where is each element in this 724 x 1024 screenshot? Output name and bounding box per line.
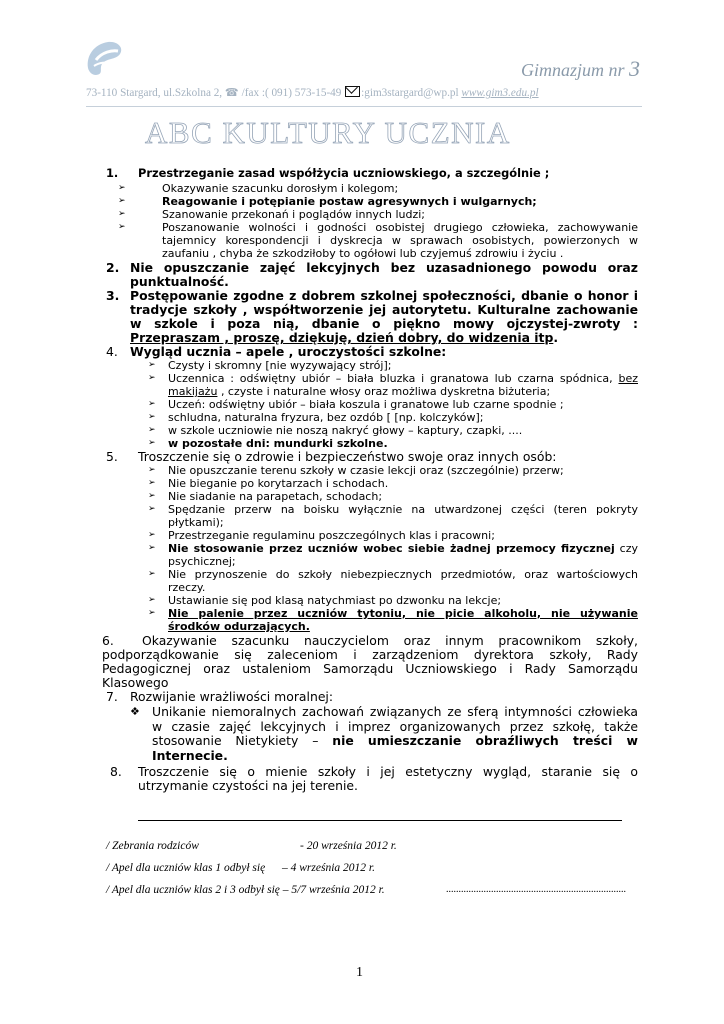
header-divider	[86, 106, 642, 107]
list-item: ➢ Nie stosowanie przez uczniów wobec siebie żadnej przemocy fizycznej czy psychicznej;	[148, 542, 638, 568]
list-item: ➢ Uczennica : odświętny ubiór – biała bluzka i granatowa lub czarna spódnica, bez makijażu , czyste i naturalne włosy oraz możliwa dyskretna biżuteria;	[148, 372, 638, 398]
section-number: 6.	[102, 633, 114, 648]
section-7-item: ❖ Unikanie niemoralnych zachowań związanych ze sferą intymności człowieka w czasie zajęć lekcyjnych i imprez organizowanych przez szkołę, także stosowanie Nietykiety – nie umieszczanie obraźliwych treści w Internecie.	[130, 704, 639, 763]
arrow-bullet-icon: ➢	[148, 530, 156, 540]
list-item: ➢ w pozostałe dni: mundurki szkolne.	[148, 437, 388, 450]
list-item: ➢ w szkole uczniowie nie noszą nakryć głowy – kaptury, czapki, ....	[148, 424, 523, 437]
arrow-bullet-icon: ➢	[118, 196, 126, 206]
list-item: ➢ schludna, naturalna fryzura, bez ozdób [ [np. kolczyków];	[148, 411, 484, 424]
arrow-bullet-icon: ➢	[148, 608, 156, 618]
section-3: 3. Postępowanie zgodne z dobrem szkolnej społeczności, dbanie o honor i tradycje szkoły , współtworzenie jej autorytetu. Kulturalne zachowanie w szkole i poza nią, dbanie o piękno mowy ojczystej-zwroty : Przepraszam , proszę, dziękuję, dzień dobry, do widzenia itp.	[106, 288, 638, 345]
arrow-bullet-icon: ➢	[148, 504, 156, 514]
document-body	[102, 166, 639, 793]
list-item: ➢ Czysty i skromny [nie wyzywający strój];	[148, 359, 392, 372]
email: :gim3stargard@wp.pl	[361, 87, 459, 99]
list-item: ➢ Spędzanie przerw na boisku wyłącznie na utwardzonej części (teren pokryty płytkami);	[148, 503, 638, 529]
diamond-bullet-icon: ❖	[130, 705, 140, 718]
arrow-bullet-icon: ➢	[148, 425, 156, 435]
address: 73-110 Stargard, ul.Szkolna 2,	[86, 87, 223, 99]
arrow-bullet-icon: ➢	[148, 569, 156, 579]
section-7: 7. Rozwijanie wrażliwości moralnej:	[106, 689, 334, 704]
section-4-list	[106, 359, 638, 450]
list-item: ➢ Szanowanie przekonań i poglądów innych ludzi;	[106, 208, 638, 221]
arrow-bullet-icon: ➢	[148, 465, 156, 475]
list-item: ➢ Przestrzeganie regulaminu poszczególnych klas i pracowni;	[148, 529, 495, 542]
arrow-bullet-icon: ➢	[148, 412, 156, 422]
arrow-bullet-icon: ➢	[148, 595, 156, 605]
section-5-list	[106, 464, 638, 633]
arrow-bullet-icon: ➢	[148, 543, 156, 553]
arrow-bullet-icon: ➢	[118, 183, 126, 193]
list-item: ➢ Poszanowanie wolności i godności osobistej drugiego człowieka, zachowywanie tajemnicy korespondencji i dyskrecja w sprawach osobistych, powierzonych w zaufaniu , chyba że szkodziłoby to ogółowi lub czyjemuś zdrowiu i życiu .	[106, 221, 638, 260]
section-4: 4. Wygląd ucznia – apele , uroczystości szkolne:	[106, 344, 447, 359]
section-heading: Przestrzeganie zasad współżycia uczniowskiego, a szczególnie ;	[138, 166, 550, 180]
school-logo-icon	[82, 38, 128, 78]
list-item: ➢ Nie bieganie po korytarzach i schodach.	[148, 477, 389, 490]
contact-line	[86, 86, 642, 99]
section-6: 6. Okazywanie szacunku nauczycielom oraz innym pracownikom szkoły, podporządkowanie się zaleceniom i zarządzeniom dyrektora szkoły, Rady Pedagogicznej oraz ustaleniom Samorządu Uczniowskiego i Rady Samorządu Klasowego	[102, 633, 638, 690]
envelope-icon	[345, 86, 360, 97]
phone-fax: /fax :( 091) 573-15-49	[241, 87, 342, 99]
page: Gimnazjum nr 3 73-110 Stargard, ul.Szkolna 2, ☎ /fax :( 091) 573-15-49 :gim3stargard@wp.pl www.gim3.edu.pl ABC KULTURY UCZNIA 1. Przestrzeganie zasad współżycia uczniowskiego, a szczególnie ; ➢ Okazywanie szacunku dorosłym i kolegom; ➢ Reagowanie i potępianie postaw agresywnych i wulgarnych; ➢ Szanowanie przekonań i poglądów innych ludzi; ➢ Poszanowanie wolności i godności osobistej drugiego człowieka, zachowywanie tajemnicy korespondencji i dyskrecja w sprawach osobistych, powierzonych w zaufaniu , chyba że szkodziłoby to ogółowi lub czyjemuś zdrowiu i życiu . 2. Nie opuszczanie zajęć lekcyjnych bez uzasadnionego powodu oraz punktualność. 3. Postępowanie zgodne z dobrem szkolnej społeczności, dbanie o honor i tradycje szkoły , współtworzenie jej autorytetu. Kulturalne zachowanie w szkole i poza nią, dbanie o piękno mowy ojczystej-zwroty : Przepraszam , proszę, dziękuję, dzień dobry, do widzenia itp. 4. Wygląd ucznia – apele , uroczystości szkolne: ➢ Czysty i skromny [nie wyzywający strój]; ➢ Uczennica : odświętny ubiór – biała bluzka i granatowa lub czarna spódnica, bez makijażu , czyste i naturalne włosy oraz możliwa dyskretna biżuteria; ➢ Uczeń: odświętny ubiór – biała koszula i granatowe lub czarne spodnie ; ➢ schludna, naturalna fryzura, bez ozdób [ [np. kolczyków]; ➢ w szkole uczniowie nie noszą nakryć głowy – kaptury, czapki, .... ➢ w pozostałe dni: mundurki szkolne. 5. Troszczenie się o zdrowie i bezpieczeństwo swoje oraz innych osób: ➢ Nie opuszczanie terenu szkoły w czasie lekcji oraz (szczególnie) przerw; ➢ Nie bieganie po korytarzach i schodach. ➢ Nie siadanie na parapetach, schodach; ➢ Spędzanie przerw na boisku wyłącznie na utwardzonej części (teren pokryty płytkami); ➢ Przestrzeganie regulaminu poszczególnych klas i pracowni; ➢ Nie stosowanie przez uczniów wobec siebie żadnej przemocy fizycznej czy psychicznej; ➢ Nie przynoszenie do szkoły niebezpiecznych przedmiotów, oraz wartościowych rzeczy. ➢ Ustawianie się pod klasą natychmiast po dzwonku na lekcje; ➢ Nie palenie przez uczniów tytoniu, nie picie alkoholu, nie używanie środków odurzających. 6. Okazywanie szacunku nauczycielom oraz innym pracownikom szkoły, podporządkowanie się zaleceniom i zarządzeniom dyrektora szkoły, Rady Pedagogicznej oraz ustaleniom Samorządu Uczniowskiego i Rady Samorządu Klasowego 7. Rozwijanie wrażliwości moralnej: ❖ Unikanie niemoralnych zachowań związanych ze sferą intymności człowieka w czasie zajęć lekcyjnych i imprez organizowanych przez szkołę, także stosowanie Nietykiety – nie umieszczanie obraźliwych treści w Internecie. 8. Troszczenie się o mienie szkoły i jej estetyczny wygląd, staranie się o utrzymanie czystości na jej terenie. / Zebrania rodziców - 20 września 2012 r. / Apel dla uczniów klas 1 odbył się – 4 września 2012 r. / Apel dla uczniów klas 2 i 3 odbył się – 5/7 września 2012 r. ........................................................................ 1	[0, 0, 724, 1024]
arrow-bullet-icon: ➢	[148, 491, 156, 501]
section-divider	[138, 820, 622, 821]
list-item: ➢ Nie opuszczanie terenu szkoły w czasie lekcji oraz (szczególnie) przerw;	[148, 464, 564, 477]
list-item: ➢ Uczeń: odświętny ubiór – biała koszula i granatowe lub czarne spodnie ;	[148, 398, 564, 411]
polite-phrases: Przepraszam , proszę, dziękuję, dzień dobry, do widzenia itp	[130, 330, 554, 345]
list-item: ➢ Ustawianie się pod klasą natychmiast po dzwonku na lekcje;	[148, 594, 502, 607]
arrow-bullet-icon: ➢	[148, 438, 156, 448]
section-1	[106, 167, 638, 180]
website-link[interactable]: www.gim3.edu.pl	[461, 87, 539, 99]
document-title: ABC KULTURY UCZNIA	[145, 115, 511, 150]
section-5: 5. Troszczenie się o zdrowie i bezpieczeństwo swoje oraz innych osób:	[106, 449, 557, 464]
list-item: ➢ Nie siadanie na parapetach, schodach;	[148, 490, 383, 503]
list-item: ➢ Okazywanie szacunku dorosłym i kolegom;	[106, 182, 638, 195]
section-8: 8. Troszczenie się o mienie szkoły i jej estetyczny wygląd, staranie się o utrzymanie czystości na jej terenie.	[110, 764, 638, 793]
page-number: 1	[356, 965, 363, 980]
arrow-bullet-icon: ➢	[118, 222, 126, 232]
section-number: 1.	[106, 166, 119, 180]
arrow-bullet-icon: ➢	[148, 360, 156, 370]
arrow-bullet-icon: ➢	[148, 478, 156, 488]
arrow-bullet-icon: ➢	[148, 399, 156, 409]
list-item: ➢ Nie palenie przez uczniów tytoniu, nie picie alkoholu, nie używanie środków odurzających.	[148, 607, 638, 633]
section-2: 2. Nie opuszczanie zajęć lekcyjnych bez uzasadnionego powodu oraz punktualność.	[106, 260, 638, 289]
list-item: ➢ Reagowanie i potępianie postaw agresywnych i wulgarnych;	[106, 195, 638, 208]
list-item: ➢ Nie przynoszenie do szkoły niebezpiecznych przedmiotów, oraz wartościowych rzeczy.	[148, 568, 638, 594]
phone-icon: ☎	[224, 87, 239, 99]
arrow-bullet-icon: ➢	[148, 373, 156, 383]
school-name: Gimnazjum nr 3	[520, 56, 640, 81]
arrow-bullet-icon: ➢	[118, 209, 126, 219]
